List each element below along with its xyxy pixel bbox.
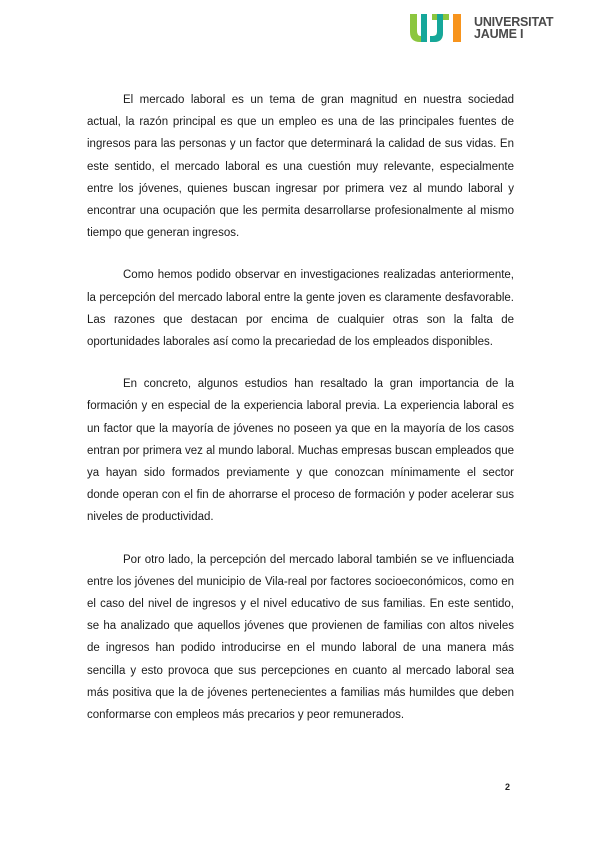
paragraph-2: Como hemos podido observar en investigaciones realizadas anteriormente, la percepción del mercado laboral entre la gente joven es claramente desfavorable. Las razones que destacan por encima de cualquier otras son la falta de oportunidades laborales así como la precariedad de los empleados disponibles. (87, 269, 514, 349)
paragraph-1: El mercado laboral es un tema de gran magnitud en nuestra sociedad actual, la razón principal es que un empleo es una de las principales fuentes de ingresos para las personas y un factor que determinará la calidad de sus vidas. En este sentido, el mercado laboral es una cuestión muy relevante, especialmente entre los jóvenes, quienes buscan ingresar por primera vez al mundo laboral y encontrar una ocupación que les permita desarrollarse profesionalmente al mismo tiempo que generan ingresos. (87, 94, 514, 240)
logo-wordmark (474, 16, 553, 40)
document-body (87, 89, 514, 746)
university-logo (409, 13, 553, 43)
paragraph-4: Por otro lado, la percepción del mercado laboral también se ve influenciada entre los jóvenes del municipio de Vila-real por factores socioeconómicos, como en el caso del nivel de ingresos y el nivel educativo de sus familias. En este sentido, se ha analizado que aquellos jóvenes que provienen de familias con altos niveles de ingresos han podido introducirse en el mundo laboral de una manera más sencilla y esto provoca que sus percepciones en cuanto al mercado laboral sea más positiva que la de jóvenes pertenecientes a familias más humildes que deben conformarse con empleos más precarios y peor remunerados. (87, 553, 514, 722)
paragraph-3: En concreto, algunos estudios han resaltado la gran importancia de la formación y en especial de la experiencia laboral previa. La experiencia laboral es un factor que la mayoría de jóvenes no poseen ya que en la mayoría de los casos entran por primera vez al mundo laboral. Muchas empresas buscan empleados que ya hayan sido formados previamente y que conozcan mínimamente el sector donde operan con el fin de ahorrarse el proceso de formación y poder acelerar sus niveles de productividad. (87, 378, 514, 524)
uji-emblem-icon (409, 13, 469, 43)
page-number: 2 (505, 782, 511, 792)
logo-line-2: JAUME I (474, 27, 524, 41)
logo-line-1: UNIVERSITAT (474, 15, 554, 29)
